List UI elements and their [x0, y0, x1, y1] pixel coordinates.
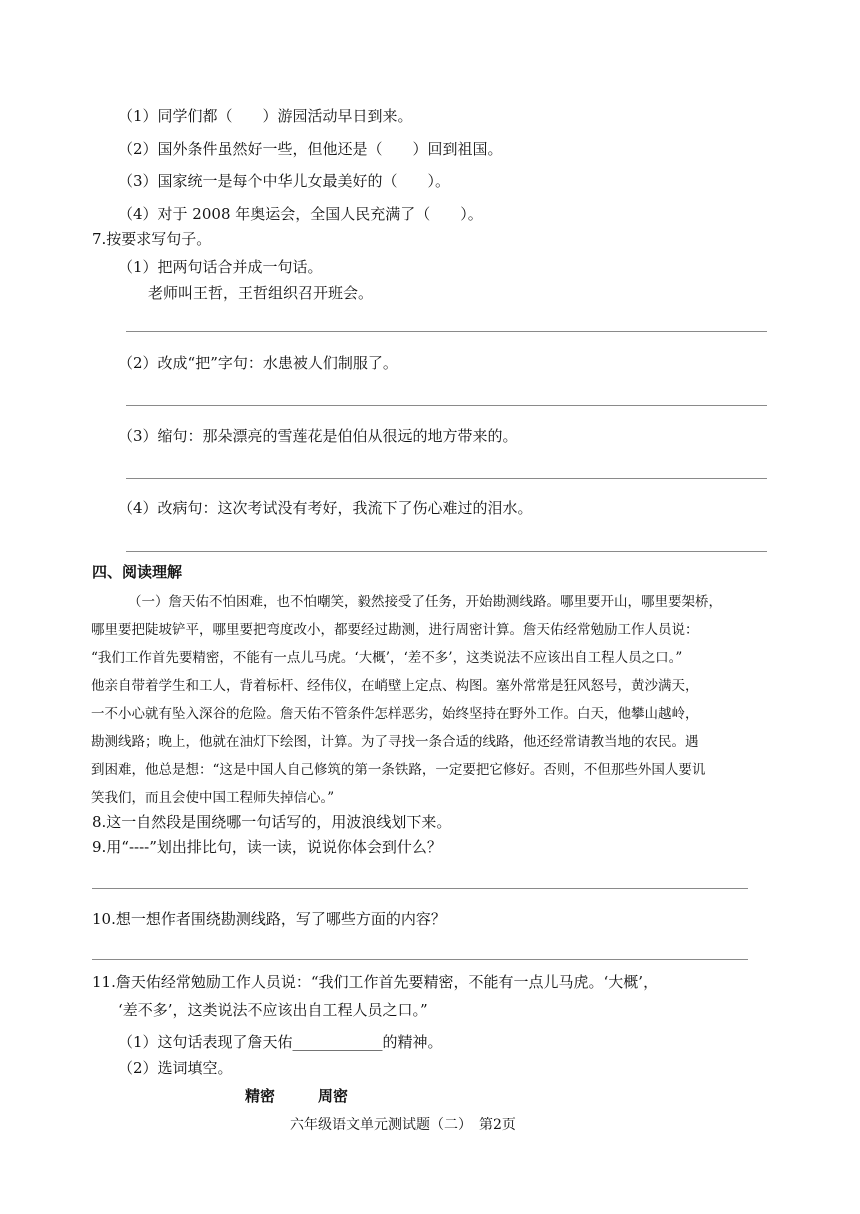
q7-sub2: （2）改成“把”字句：水患被人们制服了。 [118, 354, 398, 372]
passage-line: 笑我们，而且会使中国工程师失掉信心。” [91, 790, 335, 806]
q7-sub1-label: （1）把两句话合并成一句话。 [118, 258, 323, 276]
q7-sub4: （4）改病句：这次考试没有考好，我流下了伤心难过的泪水。 [118, 499, 533, 517]
answer-line-q9[interactable] [92, 888, 748, 889]
q7-sub1-text: 老师叫王哲，王哲组织召开班会。 [148, 284, 374, 302]
fill-item-4: （4）对于 2008 年奥运会，全国人民充满了（ ）。 [118, 205, 483, 223]
passage-line: （一）詹天佑不怕困难，也不怕嘲笑，毅然接受了任务，开始勘测线路。哪里要开山，哪里要架桥， [128, 594, 722, 610]
q9: 9.用“----”划出排比句，读一读，说说你体会到什么？ [92, 838, 442, 856]
q11-line1: 11.詹天佑经常勉励工作人员说：“我们工作首先要精密，不能有一点儿马虎。‘大概’， [92, 973, 659, 991]
q8: 8.这一自然段是围绕哪一句话写的，用波浪线划下来。 [92, 813, 452, 831]
passage-line: “我们工作首先要精密，不能有一点儿马虎。‘大概’，‘差不多’，这类说法不应该出自工程人员之口。” [91, 650, 683, 666]
passage-line: 到困难，他总是想：“这是中国人自己修筑的第一条铁路，一定要把它修好。否则，不但那些外国人要讥 [91, 762, 706, 778]
word-option-1: 精密 [245, 1087, 276, 1105]
section-heading: 四、阅读理解 [92, 563, 183, 581]
passage-line: 勘测线路；晚上，他就在油灯下绘图，计算。为了寻找一条合适的线路，他还经常请教当地的农民。遇 [91, 734, 699, 750]
passage-line: 他亲自带着学生和工人，背着标杆、经伟仪，在峭壁上定点、构图。塞外常常是狂风怒号，黄沙满天， [91, 678, 699, 694]
answer-line-q10[interactable] [92, 959, 748, 960]
passage-line: 一不小心就有坠入深谷的危险。詹天佑不管条件怎样恶劣，始终坚持在野外工作。白天，他攀山越岭， [91, 706, 699, 722]
q10: 10.想一想作者围绕勘测线路，写了哪些方面的内容？ [92, 910, 446, 928]
q11-sub1: （1）这句话表现了詹天佑____________的精神。 [118, 1033, 443, 1051]
q11-line2: ‘差不多’，这类说法不应该出自工程人员之口。” [118, 1001, 428, 1019]
fill-item-1: （1）同学们都（ ）游园活动早日到来。 [118, 107, 413, 125]
passage-line: 哪里要把陡坡铲平，哪里要把弯度改小，都要经过勘测，进行周密计算。詹天佑经常勉励工作人员说： [91, 622, 699, 638]
fill-item-2: （2）国外条件虽然好一些，但他还是（ ）回到祖国。 [118, 140, 503, 158]
answer-line-q7-3[interactable] [126, 478, 767, 479]
answer-line-q7-4[interactable] [126, 551, 767, 552]
answer-line-q7-2[interactable] [126, 405, 767, 406]
q11-sub2: （2）选词填空。 [118, 1059, 233, 1077]
answer-line-q7-1[interactable] [126, 331, 767, 332]
page-footer: 六年级语文单元测试题（二） 第2页 [290, 1117, 516, 1133]
word-option-2: 周密 [318, 1087, 349, 1105]
q7-sub3: （3）缩句：那朵漂亮的雪莲花是伯伯从很远的地方带来的。 [118, 427, 518, 445]
q7-title: 7.按要求写句子。 [92, 230, 212, 248]
fill-item-3: （3）国家统一是每个中华儿女最美好的（ ）。 [118, 172, 451, 190]
